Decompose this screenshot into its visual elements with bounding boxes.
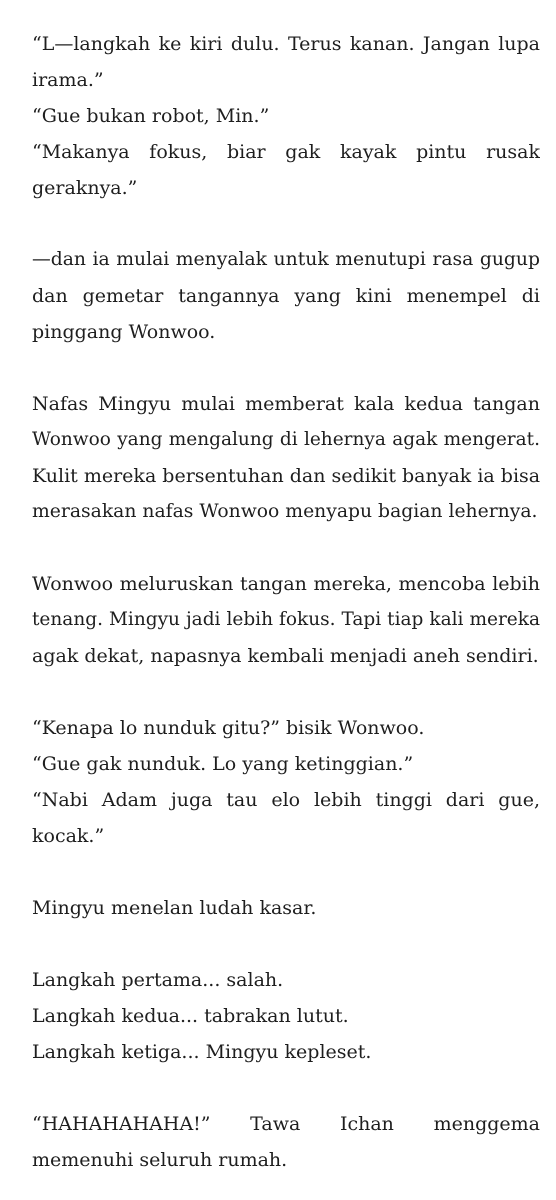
text-line: Langkah kedua... tabrakan lutut. <box>32 1005 349 1027</box>
text-line: “Gue bukan robot, Min.” <box>32 105 270 127</box>
paragraph <box>32 26 540 206</box>
text-line: “Gue gak nunduk. Lo yang ketinggian.” <box>32 753 414 775</box>
text-line: kocak.” <box>32 825 105 847</box>
text-line: dan gemetar tangannya yang kini menempel di <box>32 285 540 307</box>
text-line: Mingyu menelan ludah kasar. <box>32 897 317 919</box>
text-line: geraknya.” <box>32 177 138 199</box>
paragraph <box>32 242 540 350</box>
text-line: Wonwoo meluruskan tangan mereka, mencoba lebih <box>32 573 540 595</box>
paragraph <box>32 962 540 1070</box>
paragraph <box>32 566 540 674</box>
text-line: memenuhi seluruh rumah. <box>32 1149 288 1171</box>
text-line: Langkah pertama... salah. <box>32 969 284 991</box>
text-line: merasakan nafas Wonwoo menyapu bagian lehernya. <box>32 501 538 522</box>
text-line: “HAHAHAHAHA!” Tawa Ichan menggema <box>32 1113 540 1135</box>
text-line: “Makanya fokus, biar gak kayak pintu rusak <box>32 141 540 163</box>
text-line: pinggang Wonwoo. <box>32 321 216 343</box>
text-line: tenang. Mingyu jadi lebih fokus. Tapi tiap kali mereka <box>32 609 540 630</box>
paragraph <box>32 890 540 926</box>
text-line: “L—langkah ke kiri dulu. Terus kanan. Jangan lupa <box>32 33 540 55</box>
text-line: —dan ia mulai menyalak untuk menutupi rasa gugup <box>32 249 540 270</box>
text-line: Langkah ketiga... Mingyu kepleset. <box>32 1041 372 1063</box>
text-line: agak dekat, napasnya kembali menjadi aneh sendiri. <box>32 645 539 667</box>
paragraph <box>32 710 540 854</box>
story-text <box>32 26 540 1178</box>
text-line: Nafas Mingyu mulai memberat kala kedua tangan <box>32 393 540 415</box>
text-line: “Kenapa lo nunduk gitu?” bisik Wonwoo. <box>32 717 425 739</box>
paragraph <box>32 1106 540 1178</box>
cropped-glyph-mark <box>470 1194 492 1200</box>
paragraph <box>32 386 540 530</box>
text-line: irama.” <box>32 69 104 91</box>
text-line: Kulit mereka bersentuhan dan sedikit banyak ia bisa <box>32 465 540 487</box>
text-line: “Nabi Adam juga tau elo lebih tinggi dari gue, <box>32 789 540 811</box>
text-line: Wonwoo yang mengalung di lehernya agak mengerat. <box>32 429 540 450</box>
